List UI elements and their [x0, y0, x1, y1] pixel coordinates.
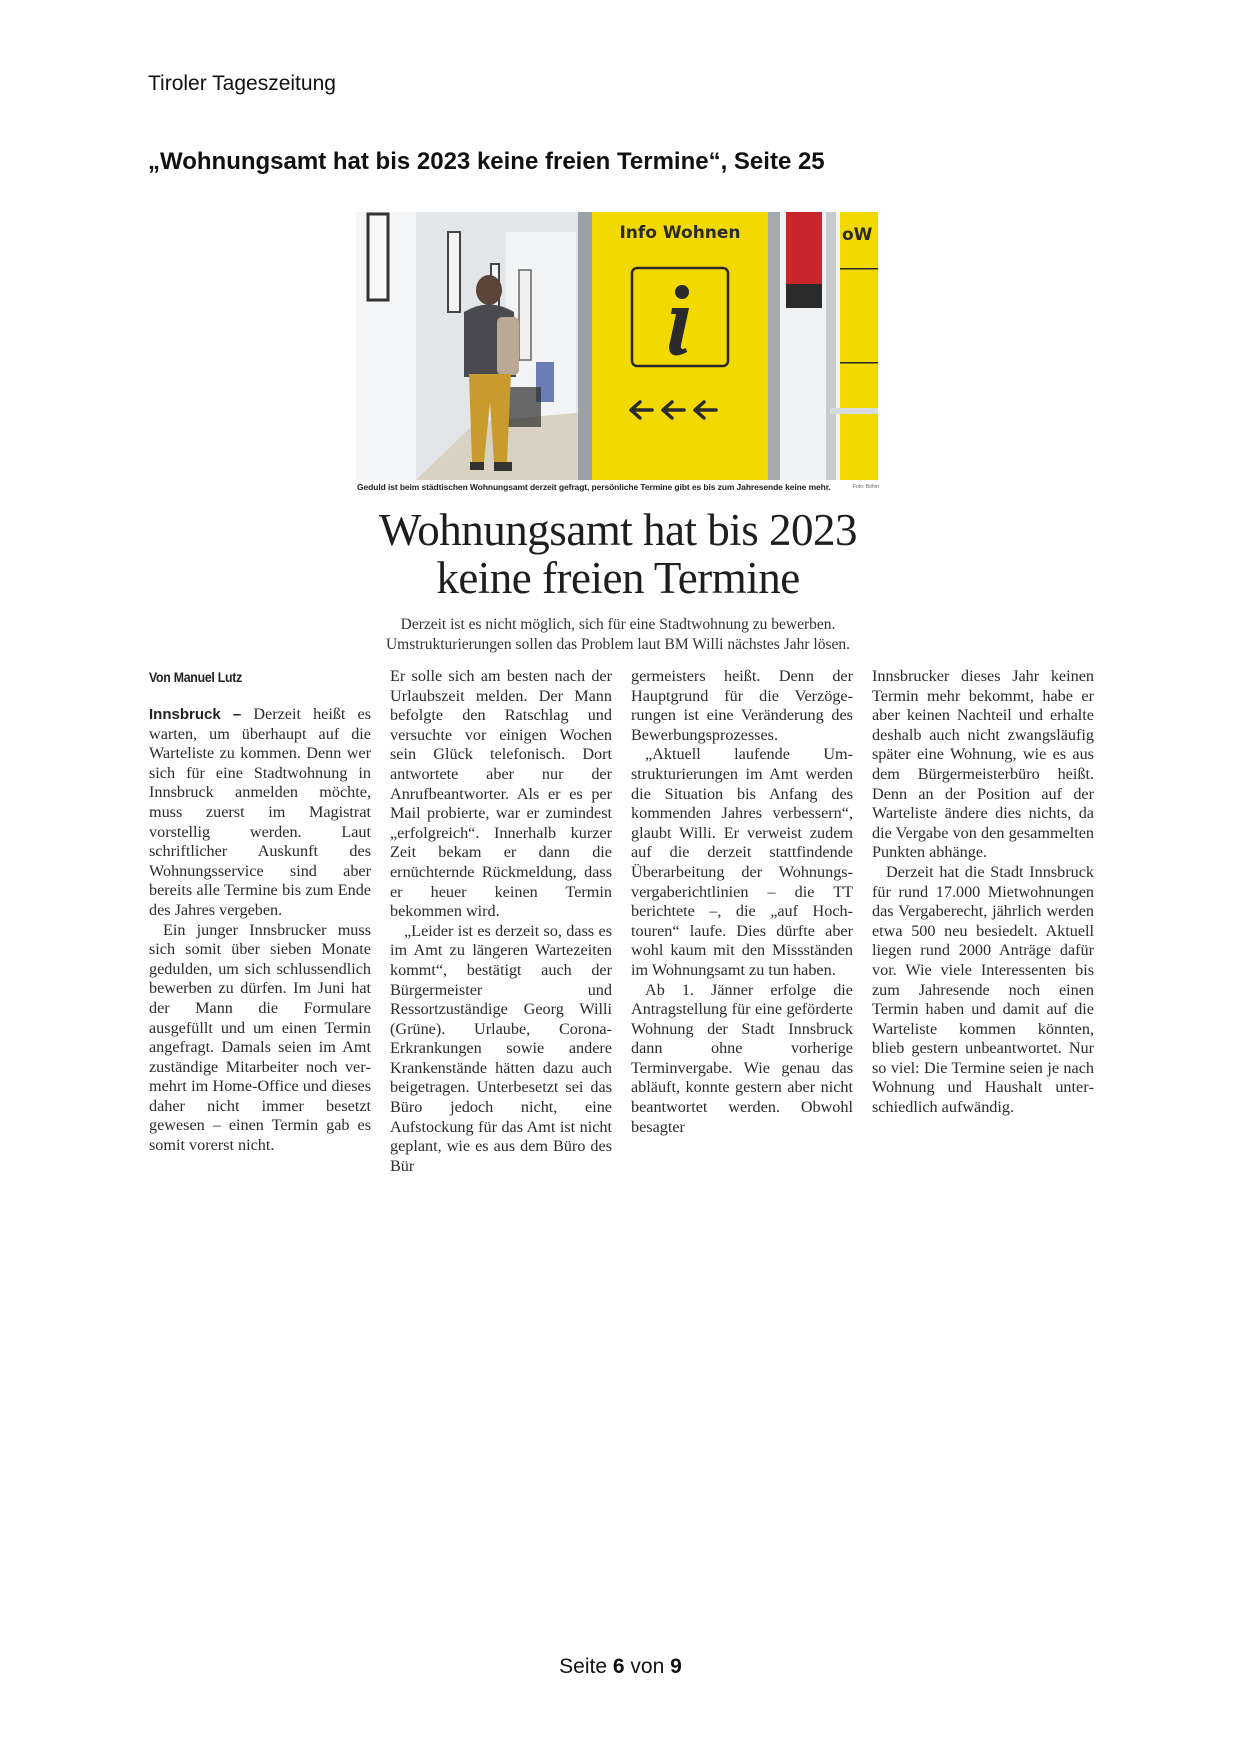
article-photo: [356, 212, 878, 480]
photo-caption: Geduld ist beim städtischen Wohnungsamt derzeit gefragt, persönliche Termine gibt es bis zum Jahresende keine mehr.: [357, 482, 831, 492]
subline-line-1: Derzeit ist es nicht möglich, sich für eine Stadtwohnung zu bewerben.: [400, 616, 836, 633]
article-column-4: [872, 667, 1094, 1118]
wall-frame-1: [368, 214, 388, 300]
fire-extinguisher: [786, 212, 822, 284]
byline: Von Manuel Lutz: [149, 669, 243, 685]
page-footer: [0, 1655, 1241, 1679]
paragraph: Er solle sich am besten nach der Urlaubszeit melden. Der Mann befolgte den Ratschlag und versuchte vor einigen Wochen sein Glück telefonisch. Dort antwortete aber nur der Anrufbeantworter. Als er es per Mail probierte, war er zumindest „erfolgreich“. Innerhalb kurzer Zeit bekam er dann die ernüchternde Rückmeldung, dass er heuer keinen Termin bekommen wird.: [390, 667, 612, 921]
paragraph: Ein junger Innsbrucker muss sich somit über sieben Monate gedulden, um sich schlussendlich bewerben zu dürfen. Im Juni hat der Mann die Formulare ausgefüllt und um einen Termin angefragt. Damals seien im Amt zuständige Mitarbeiter noch vermehrt im Home-Office und dieses daher nicht immer besetzt gewesen – einen Termin gab es somit vorerst nicht.: [149, 920, 371, 1155]
source-name: Tiroler Tageszeitung: [148, 72, 336, 95]
sign-text: Info Wohnen: [619, 223, 741, 243]
paragraph: „Aktuell laufende Umstrukturierungen im Amt werden die Situation bis Anfang des kommenden Jahres verbessern“, glaubt Willi. Er verweist zudem auf die derzeit stattfindende Überarbeitung der Wohnungsvergaberichtlinien – die TT berichtete –, die „auf Hochtouren“ laufe. Dies dürfte aber wohl kaum mit den Missständen im Wohnungsamt zu tun haben.: [631, 745, 853, 979]
subline-line-2: Umstrukturierungen sollen das Problem laut BM Willi nächstes Jahr lösen.: [385, 636, 851, 653]
corridor-photo: [356, 212, 878, 480]
document-heading: „Wohnungsamt hat bis 2023 keine freien Termine“, Seite 25: [148, 148, 825, 175]
paragraph: Derzeit hat die Stadt Innsbruck für rund 17.000 Mietwohnungen das Vergaberecht, jährlich werden etwa 500 neu besiedelt. Aktuell liegen rund 2000 Anträge dafür vor. Wie viele Interessenten bis zum Jahresende noch einen Termin haben und damit auf die Warteliste kommen könnten, blieb gestern unbeantwortet. Nur so viel: Die Termine seien je nach Wohnung und Haushalt unterschiedlich aufwändig.: [872, 862, 1094, 1117]
paragraph: „Leider ist es derzeit so, dass es im Amt zu längeren Wartezeiten kommt“, bestätigt auch der Bürgermeister und Ressortzuständige Georg Willi (Grüne). Urlaube, Corona-Erkrankungen sowie andere Krankenstände hätten dazu auch beigetragen. Unterbesetzt sei das Büro jedoch nicht, eine Aufstockung für das Amt ist nicht geplant, wie es aus dem Büro des Bür: [390, 921, 612, 1175]
partial-sign-text: oW: [842, 225, 873, 245]
paragraph: Innsbrucker dieses Jahr keinen Termin mehr bekommt, habe er aber keinen Nachteil und erhalte deshalb auch nicht zwangsläufig später eine Wohnung, wie es aus dem Bürgermeisterbüro heißt. Denn an der Position auf der Warteliste ändere dies nichts, da die Vergabe von den gesammelten Punkten abhänge.: [872, 667, 1094, 862]
photo-credit: Foto: Böhm: [853, 484, 879, 490]
article-headline: [308, 506, 928, 602]
dateline: Innsbruck –: [149, 706, 242, 723]
article-column-1: [149, 705, 371, 1156]
paragraph-text: Derzeit heißt es warten, um überhaupt auf die Warteliste zu kommen. Denn wer sich für eine Stadtwohnung in Innsbruck anmelden möchte, muss zuerst im Magistrat vorstellig werden. Laut schriftlicher Auskunft des Wohnungsservice sind aber bereits alle Termine bis zum Ende des Jahres vergeben.: [149, 705, 372, 919]
article-column-3: [631, 667, 853, 1137]
wall-frame-2: [448, 232, 460, 312]
paragraph: germeisters heißt. Denn der Hauptgrund für die Verzögerungen ist eine Veränderung des Bewerbungsprozesses.: [631, 667, 853, 744]
footer-prefix: Seite: [559, 1655, 608, 1678]
footer-separator: von: [630, 1655, 665, 1678]
article-column-2: [390, 667, 612, 1176]
article-subheadline: [298, 615, 938, 655]
headline-line-1: Wohnungsamt hat bis 2023: [378, 505, 858, 555]
headline-line-2: keine freien Termine: [436, 553, 800, 603]
paragraph: Ab 1. Jänner erfolge die Antragstellung für eine geförderte Wohnung der Stadt Innsbruck dann ohne vorherige Terminvergabe. Wie genau das abläuft, konnte gestern aber nicht beantwortet werden. Obwohl besagter: [631, 980, 853, 1136]
total-pages-number: 9: [670, 1655, 682, 1678]
current-page-number: 6: [612, 1655, 625, 1678]
paragraph: [149, 705, 371, 921]
